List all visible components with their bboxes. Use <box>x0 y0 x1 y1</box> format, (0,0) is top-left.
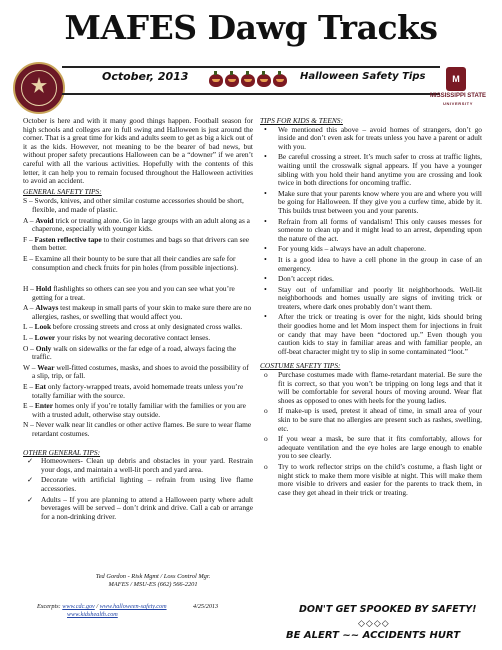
header-rule-top <box>62 66 440 68</box>
left-column <box>23 117 253 523</box>
general-tip-item <box>23 234 253 253</box>
tip-text: walk on sidewalks or the far edge of a road, always facing the traffic. <box>32 343 237 362</box>
source-link-cdc[interactable]: www.cdc.gov <box>62 603 95 610</box>
other-tip-item: ✓ Homeowners- Clean up debris and obstacles in your yard. Restrain your dogs, and maintain a well-lit porch and yard area. <box>23 457 253 474</box>
general-tip-item <box>23 382 253 400</box>
other-tip-item: ✓ Adults – If you are planning to attend a Halloween party where adult beverages will be served – don’t drink and drive. Call a cab or arrange for a non-drinking driver. <box>23 496 253 522</box>
general-tip-item <box>23 333 253 343</box>
kids-tip-item: • After the trick or treating is over for the night, kids should bring their goodies home and let Mom inspect them for injections in fruit or candy that may have been “doctored up.” Even though you caution kids to stay in familiar areas and with familiar people, an off-beat character might try to slip in some contaminated “loot.” <box>260 313 482 356</box>
tip-keyword: Only <box>35 343 52 353</box>
pumpkin-row <box>209 74 287 87</box>
general-tip-item <box>23 322 253 332</box>
tip-keyword: Enter <box>34 401 53 411</box>
university-name-sub: UNIVERSITY <box>442 101 473 106</box>
tip-text: test makeup in small parts of your skin to make sure there are no allergies, rashes, or swelling that would affect you. <box>32 303 252 321</box>
pumpkin-icon <box>225 74 239 87</box>
list-gap <box>23 274 253 284</box>
tip-text: trick or treating alone. Go in large groups with an adult along as a chaperone, especially with younger kids. <box>32 215 250 234</box>
tip-letter: S – <box>23 196 35 206</box>
general-tip-item <box>23 196 253 214</box>
general-tip-item <box>23 362 253 381</box>
intro-paragraph: October is here and with it many good things happen. Football season for high schools and colleges are in full swing and Halloween is just around the corner. That is a great time for kids and adults seem to get as big a kick out of it as the kids. However, not meaning to be the bearer of bad news, but without proper safety precautions Halloween can be a “downer” if we aren’t careful with all the various activities. Hopefully with the contents of this letter, it can help you to remain focused throughout the Halloween activities to avoid an accident. <box>23 116 253 186</box>
source-link-kidshealth[interactable]: www.kidshealth.com <box>67 611 118 618</box>
sources-label: Excerpts: <box>37 603 63 610</box>
kids-tip-item: • For young kids – always have an adult chaperone. <box>260 245 482 254</box>
kids-tip-item: • It is a good idea to have a cell phone in the group in case of an emergency. <box>260 256 482 273</box>
kids-tip-item: • Be careful crossing a street. It’s much safer to cross at traffic lights, waiting until the crosswalk signal appears. If you have a younger sibling with you hold their hand anytime you are crossing and look twice in both directions for oncoming traffic. <box>260 153 482 187</box>
tip-keyword: Wear <box>37 362 55 372</box>
kids-tip-item: • Refrain from all forms of vandalism! This only causes messes for someone to clean up and it might lead to an arrest, depending upon the nature of the act. <box>260 218 482 244</box>
costume-tip-item: o Purchase costumes made with flame-retardant material. Be sure the fit is correct, so that you won’t be tripping on long legs and that it will be comfortable for several hours of moving around. Wear flat shoes as opposed to ones with heels for the young ladies. <box>260 371 482 405</box>
kids-tip-item: • Make sure that your parents know where you are and where you will be going for Halloween. If they give you a curfew time, abide by it. This builds trust between you and your parents. <box>260 190 482 216</box>
costume-tips-list <box>260 371 482 497</box>
tip-text: Examine all their bounty to be sure that all their candies are safe for consumption and check fruits for pin holes (from possible injections). <box>32 253 239 272</box>
newsletter-title: MAFES Dawg Tracks <box>64 8 438 47</box>
kids-tip-item: • We mentioned this above – avoid homes of strangers, don’t go inside and don’t even ask for treats unless you have a parent or adult with you. <box>260 126 482 152</box>
tip-keyword: Eat <box>34 382 46 392</box>
tip-text: flashlights so others can see you and you can see what you’re getting for a treat. <box>32 284 235 302</box>
tip-keyword: Avoid <box>35 215 54 225</box>
tip-letter: L – <box>23 322 35 332</box>
tip-letter: E – <box>23 253 35 263</box>
general-tip-item <box>23 284 253 302</box>
pumpkin-icon <box>257 74 271 87</box>
sources-date: 4/25/2013 <box>193 603 219 610</box>
pumpkin-icon <box>209 74 223 87</box>
other-tips-list <box>23 457 253 521</box>
msu-logo-icon: M <box>446 67 466 91</box>
tip-keyword: Always <box>35 303 59 313</box>
general-tips-list <box>23 197 253 438</box>
tip-text: Swords, knives, and other similar costume accessories should be short, flexible, and made of plastic. <box>32 196 244 214</box>
right-column <box>260 117 482 499</box>
general-tip-item <box>23 420 253 438</box>
general-tips-heading: GENERAL SAFETY TIPS: <box>23 186 102 196</box>
source-link-halloween-safety[interactable]: www.halloween-safety.com <box>99 603 167 610</box>
general-tip-item <box>23 215 253 234</box>
tip-text: well-fitted costumes, masks, and shoes to avoid the possibility of a slip, trip, or fall. <box>32 362 249 381</box>
tip-letter: W – <box>23 362 38 372</box>
header-rule-bottom <box>62 93 440 95</box>
kids-tip-item: • Stay out of unfamiliar and poorly lit neighborhoods. Well-lit neighborhoods and homes usually are signs of inviting trick or treaters, where dark ones probably don’t want them. <box>260 286 482 312</box>
sources-sep: / <box>94 603 100 610</box>
costume-tip-item: o If make-up is used, pretest it ahead of time, in small area of your skin to be sure that no allergies are present such as rashes, swelling, etc. <box>260 407 482 433</box>
general-tip-item <box>23 401 253 419</box>
tip-letter: A – <box>23 303 36 313</box>
tip-text: homes only if you’re totally familiar with the families or you are with a trusted adult, otherwise stay outside. <box>32 401 246 419</box>
tip-text: to their costumes and bags so that drivers can see them better. <box>32 234 250 253</box>
costume-tips-heading: COSTUME SAFETY TIPS: <box>260 361 341 371</box>
sources <box>37 603 167 619</box>
university-name <box>424 93 492 107</box>
university-name-main: MISSISSIPPI STATE <box>429 93 487 99</box>
costume-tip-item: o Try to work reflector strips on the child’s costume, a flash light or night stick to make them more visible at night. This will make them more visible to drivers and easier for the parents to track them, in case they get ahead in their trick or treating. <box>260 463 482 497</box>
credits-contact: MAFES / MSU-ES (662) 566-2201 <box>108 581 198 588</box>
other-tips-heading: OTHER GENERAL TIPS: <box>23 447 101 457</box>
issue-date: October, 2013 <box>102 70 189 83</box>
slogan-spooked: DON'T GET SPOOKED BY SAFETY! <box>299 604 477 615</box>
general-tip-item <box>23 303 253 321</box>
tip-letter: E – <box>23 382 35 392</box>
diamond-ornament-icon: ◇◇◇◇ <box>358 619 390 629</box>
tip-keyword: Look <box>34 322 52 332</box>
general-tip-item <box>23 253 253 272</box>
credits <box>83 573 223 589</box>
tip-text: only factory-wrapped treats, avoid homemade treats unless you’re totally familiar with the source. <box>32 382 244 400</box>
tip-text: your risks by not wearing decorative contact lenses. <box>55 333 211 343</box>
tip-letter: O – <box>23 343 36 353</box>
costume-tip-item: o If you wear a mask, be sure that it fits comfortably, allows for adequate ventilation and the eye holes are large enough to enable you to see clearly. <box>260 435 482 461</box>
credits-name: Ted Gordon - Risk Mgmt / Loss Control Mgr. <box>95 573 211 580</box>
tip-text: Never walk near lit candles or other active flames. Be sure to wear flame retardant costumes. <box>32 420 252 438</box>
general-tip-item <box>23 343 253 362</box>
university-seal-icon <box>13 62 65 114</box>
tip-letter: F – <box>23 234 35 244</box>
tip-letter: N – <box>23 420 36 430</box>
tip-keyword: Lower <box>34 333 56 343</box>
tip-keyword: Fasten reflective tape <box>34 234 102 244</box>
kids-tip-item: • Don’t accept rides. <box>260 275 482 284</box>
tip-letter: L – <box>23 333 35 343</box>
tip-text: before crossing streets and cross at only designated cross walks. <box>51 322 243 332</box>
tip-letter: A – <box>23 215 36 225</box>
pumpkin-icon <box>273 74 287 87</box>
slogan-be-alert: BE ALERT ~~ ACCIDENTS HURT <box>286 630 461 641</box>
tip-letter: E – <box>23 401 35 411</box>
pumpkin-icon <box>241 74 255 87</box>
issue-topic: Halloween Safety Tips <box>300 71 426 82</box>
tip-keyword: Hold <box>35 284 52 294</box>
other-tip-item: ✓ Decorate with artificial lighting – refrain from using live flame accessories. <box>23 476 253 493</box>
tip-letter: H – <box>23 284 36 294</box>
kids-tips-heading: TIPS FOR KIDS & TEENS: <box>260 116 343 125</box>
kids-tips-list <box>260 126 482 357</box>
